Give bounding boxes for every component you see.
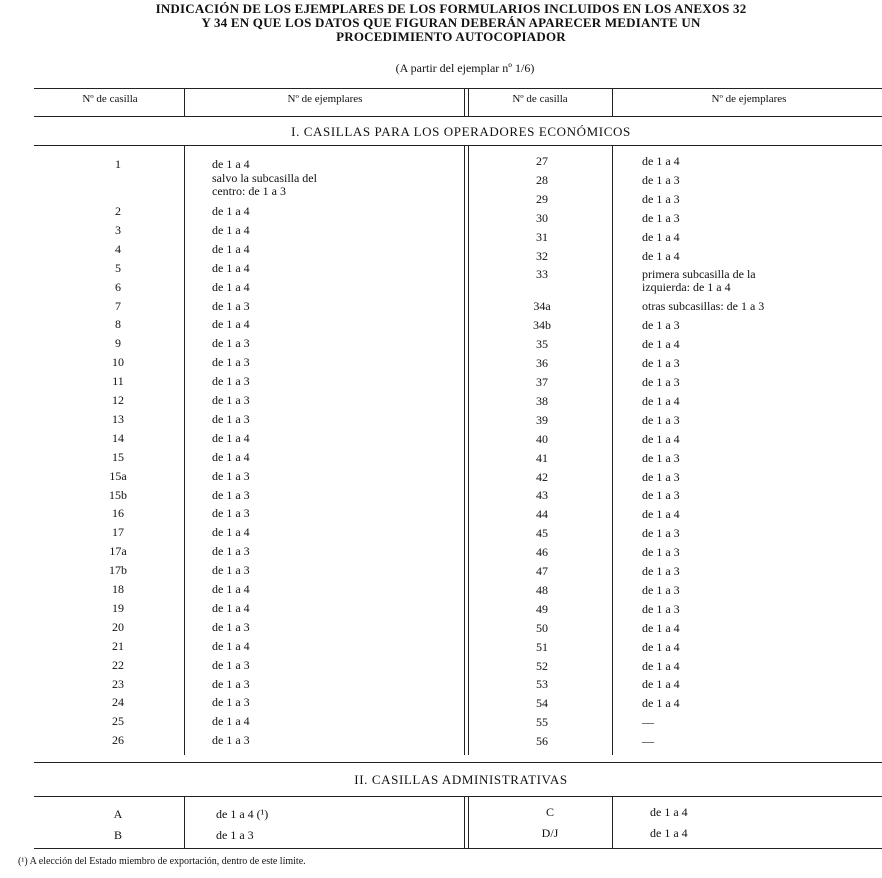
row-ejemplares-value: de 1 a 3 xyxy=(642,318,680,333)
header-col-casilla-right: Nº de casilla xyxy=(512,93,568,105)
row-casilla-number: 45 xyxy=(536,526,548,541)
row-casilla-number: 24 xyxy=(112,695,124,710)
row-ejemplares-value: de 1 a 4 xyxy=(642,431,680,446)
row-ejemplares-value: de 1 a 3 xyxy=(216,828,254,842)
footnote: (¹) A elección del Estado miembro de exportación, dentro de este límite. xyxy=(18,856,306,867)
section-1-title: I. CASILLAS PARA LOS OPERADORES ECONÓMICOS xyxy=(291,124,631,139)
row-casilla-number: 21 xyxy=(112,638,124,653)
row-casilla-number: B xyxy=(113,828,122,842)
row-casilla-number: 11 xyxy=(112,374,124,389)
subtitle: (A partir del ejemplar nº 1/6) xyxy=(395,61,535,75)
row-ejemplares-value: de 1 a 3 xyxy=(212,411,250,426)
row-casilla-number: 16 xyxy=(112,506,124,521)
row-ejemplares-value: otras subcasillas: de 1 a 3 xyxy=(642,299,765,314)
row-ejemplares-value: de 1 a 4 xyxy=(642,507,680,522)
row-casilla-number: 10 xyxy=(112,355,124,370)
row-casilla-number: 54 xyxy=(536,696,548,711)
row-ejemplares-value: salvo la subcasilla del xyxy=(212,171,317,185)
row-casilla-number: 37 xyxy=(536,375,548,389)
title-line-1: INDICACIÓN DE LOS EJEMPLARES DE LOS FORMULARIOS INCLUIDOS EN LOS ANEXOS 32 xyxy=(155,1,747,16)
row-ejemplares-value: de 1 a 3 xyxy=(212,695,250,710)
row-casilla-number: 40 xyxy=(536,431,548,446)
row-casilla-number: 17b xyxy=(109,563,127,578)
row-ejemplares-value: de 1 a 4 xyxy=(212,582,250,596)
row-ejemplares-value: de 1 a 4 xyxy=(212,279,250,294)
row-casilla-number: 44 xyxy=(536,507,548,522)
row-ejemplares-value: de 1 a 4 xyxy=(642,229,680,244)
row-casilla-number: 1 xyxy=(115,157,121,171)
row-casilla-number: 34b xyxy=(533,318,551,333)
row-ejemplares-value: de 1 a 3 xyxy=(212,563,250,578)
row-casilla-number: 31 xyxy=(536,229,548,244)
section-1-divider-left xyxy=(184,145,185,755)
header-bottom-rule xyxy=(34,116,882,117)
row-ejemplares-value: de 1 a 3 xyxy=(642,375,680,389)
row-casilla-number: 20 xyxy=(112,619,124,634)
row-casilla-number: 35 xyxy=(536,337,548,352)
row-ejemplares-value: de 1 a 3 xyxy=(212,733,250,748)
section-2-rule xyxy=(34,796,882,797)
row-ejemplares-value: de 1 a 3 xyxy=(642,191,680,206)
row-ejemplares-value: de 1 a 3 xyxy=(212,336,250,351)
row-ejemplares-value: de 1 a 3 xyxy=(642,545,680,560)
row-ejemplares-value: de 1 a 4 xyxy=(642,639,680,654)
row-ejemplares-value: de 1 a 3 xyxy=(642,412,680,427)
row-casilla-number: 27 xyxy=(536,154,548,168)
row-ejemplares-value: de 1 a 4 xyxy=(642,658,680,673)
row-ejemplares-value: de 1 a 4 xyxy=(212,600,250,615)
row-casilla-number: 36 xyxy=(536,356,548,371)
row-ejemplares-value: de 1 a 4 xyxy=(642,620,680,635)
row-casilla-number: 5 xyxy=(115,260,121,275)
section-2-top-rule xyxy=(34,762,882,763)
row-ejemplares-value: de 1 a 3 xyxy=(212,298,250,313)
row-casilla-number: 13 xyxy=(112,411,124,426)
row-casilla-number: A xyxy=(113,807,123,821)
header-divider-3 xyxy=(612,88,613,116)
row-casilla-number: 8 xyxy=(115,317,121,332)
row-casilla-number: 4 xyxy=(115,241,121,256)
row-casilla-number: 42 xyxy=(536,469,548,484)
row-casilla-number: 38 xyxy=(536,393,548,408)
row-casilla-number: 14 xyxy=(112,430,124,445)
section-2-title: II. CASILLAS ADMINISTRATIVAS xyxy=(354,772,568,787)
row-casilla-number: 39 xyxy=(536,412,548,427)
row-ejemplares-value: de 1 a 3 xyxy=(642,469,680,484)
row-casilla-number: 48 xyxy=(536,582,548,597)
row-casilla-number: 25 xyxy=(112,714,124,729)
row-casilla-number: 32 xyxy=(536,248,548,263)
row-ejemplares-value: de 1 a 4 xyxy=(212,525,250,540)
row-casilla-number: 56 xyxy=(536,734,548,749)
row-casilla-number: 50 xyxy=(536,620,548,635)
row-ejemplares-value: primera subcasilla de la xyxy=(642,267,756,282)
title-line-2: Y 34 EN QUE LOS DATOS QUE FIGURAN DEBERÁN APARECER MEDIANTE UN xyxy=(201,15,701,30)
row-ejemplares-value: de 1 a 3 xyxy=(212,355,250,370)
row-ejemplares-value: izquierda: de 1 a 4 xyxy=(642,280,731,295)
row-casilla-number: 26 xyxy=(112,733,124,748)
row-casilla-number: 2 xyxy=(115,204,121,218)
section-1-divider-right xyxy=(612,145,613,755)
row-ejemplares-value: de 1 a 3 xyxy=(212,657,250,672)
document-title xyxy=(20,2,882,44)
row-casilla-number: 15a xyxy=(109,468,127,483)
row-ejemplares-value: de 1 a 3 xyxy=(642,526,680,541)
row-ejemplares-value: de 1 a 3 xyxy=(642,356,680,371)
title-line-3: PROCEDIMIENTO AUTOCOPIADOR xyxy=(336,29,566,44)
row-casilla-number: 3 xyxy=(115,222,121,237)
row-ejemplares-value: de 1 a 4 xyxy=(212,714,250,729)
row-casilla-number: 6 xyxy=(115,279,121,294)
header-col-ejemplares-right: Nº de ejemplares xyxy=(711,93,787,105)
row-casilla-number: 7 xyxy=(115,298,121,313)
row-ejemplares-value: de 1 a 3 xyxy=(642,601,680,616)
section-2-divider-center xyxy=(464,796,469,848)
row-ejemplares-value: de 1 a 3 xyxy=(212,506,250,521)
header-divider-1 xyxy=(184,88,185,116)
row-ejemplares-value: de 1 a 4 xyxy=(650,826,688,840)
row-casilla-number: 12 xyxy=(112,393,124,407)
table-bottom-rule xyxy=(34,848,882,849)
row-ejemplares-value: de 1 a 3 xyxy=(642,450,680,465)
row-ejemplares-value: de 1 a 3 xyxy=(642,210,680,225)
row-ejemplares-value: de 1 a 3 xyxy=(212,393,250,407)
row-casilla-number: 43 xyxy=(536,488,548,503)
row-casilla-number: 15b xyxy=(109,487,127,502)
row-ejemplares-value: de 1 a 4 xyxy=(212,204,250,218)
row-ejemplares-value: — xyxy=(642,734,654,749)
row-casilla-number: 29 xyxy=(536,191,548,206)
row-ejemplares-value: centro: de 1 a 3 xyxy=(212,184,286,198)
row-casilla-number: 55 xyxy=(536,715,548,730)
row-ejemplares-value: de 1 a 4 xyxy=(212,260,250,275)
row-ejemplares-value: de 1 a 3 xyxy=(212,487,250,502)
row-casilla-number: 22 xyxy=(112,657,124,672)
row-ejemplares-value: de 1 a 3 xyxy=(642,172,680,187)
header-col-ejemplares-left: Nº de ejemplares xyxy=(287,93,363,105)
row-ejemplares-value: de 1 a 3 xyxy=(212,468,250,483)
row-casilla-number: 41 xyxy=(536,450,548,465)
row-casilla-number: 18 xyxy=(112,582,124,596)
row-ejemplares-value: de 1 a 4 xyxy=(212,430,250,445)
section-1-rule xyxy=(34,145,882,146)
row-ejemplares-value: de 1 a 3 xyxy=(642,488,680,503)
row-ejemplares-value: de 1 a 4 xyxy=(642,393,680,408)
row-casilla-number: 28 xyxy=(536,172,548,187)
row-casilla-number: 51 xyxy=(536,639,548,654)
row-ejemplares-value: de 1 a 4 xyxy=(642,696,680,711)
row-ejemplares-value: de 1 a 3 xyxy=(642,564,680,578)
row-ejemplares-value: de 1 a 4 xyxy=(642,154,680,168)
row-ejemplares-value: de 1 a 3 xyxy=(642,582,680,597)
row-casilla-number: 49 xyxy=(536,601,548,616)
row-ejemplares-value: de 1 a 4 xyxy=(212,241,250,256)
row-casilla-number: 52 xyxy=(536,658,548,673)
row-casilla-number: 23 xyxy=(112,676,124,691)
row-ejemplares-value: de 1 a 4 xyxy=(212,222,250,237)
row-ejemplares-value: de 1 a 4 (¹) xyxy=(216,807,269,821)
row-casilla-number: 17 xyxy=(112,525,124,540)
row-ejemplares-value: de 1 a 4 xyxy=(212,157,250,171)
row-casilla-number: 47 xyxy=(536,564,548,578)
section-1-divider-center xyxy=(464,145,469,755)
row-casilla-number: 17a xyxy=(109,544,127,559)
row-ejemplares-value: de 1 a 3 xyxy=(212,676,250,691)
row-ejemplares-value: de 1 a 4 xyxy=(650,805,688,819)
row-casilla-number: 15 xyxy=(112,449,124,464)
header-divider-center xyxy=(464,88,469,116)
row-ejemplares-value: de 1 a 4 xyxy=(642,677,680,692)
row-ejemplares-value: de 1 a 3 xyxy=(212,544,250,559)
row-casilla-number: 9 xyxy=(115,336,121,351)
row-ejemplares-value: de 1 a 4 xyxy=(642,248,680,263)
row-casilla-number: D/J xyxy=(541,826,559,840)
row-ejemplares-value: de 1 a 4 xyxy=(642,337,680,352)
row-casilla-number: 19 xyxy=(112,600,124,615)
row-ejemplares-value: de 1 a 4 xyxy=(212,638,250,653)
row-casilla-number: 34a xyxy=(533,299,551,314)
row-casilla-number: 53 xyxy=(536,677,548,692)
row-ejemplares-value: de 1 a 4 xyxy=(212,317,250,332)
row-ejemplares-value: de 1 a 3 xyxy=(212,619,250,634)
section-2-divider-right xyxy=(612,796,613,848)
row-casilla-number: C xyxy=(545,805,554,819)
row-ejemplares-value: de 1 a 4 xyxy=(212,449,250,464)
header-col-casilla-left: Nº de casilla xyxy=(82,93,138,105)
row-casilla-number: 33 xyxy=(536,267,548,282)
row-ejemplares-value: — xyxy=(642,715,654,730)
table-top-rule xyxy=(34,88,882,89)
row-ejemplares-value: de 1 a 3 xyxy=(212,374,250,389)
row-casilla-number: 30 xyxy=(536,210,548,225)
row-casilla-number: 46 xyxy=(536,545,548,560)
section-2-divider-left xyxy=(184,796,185,848)
